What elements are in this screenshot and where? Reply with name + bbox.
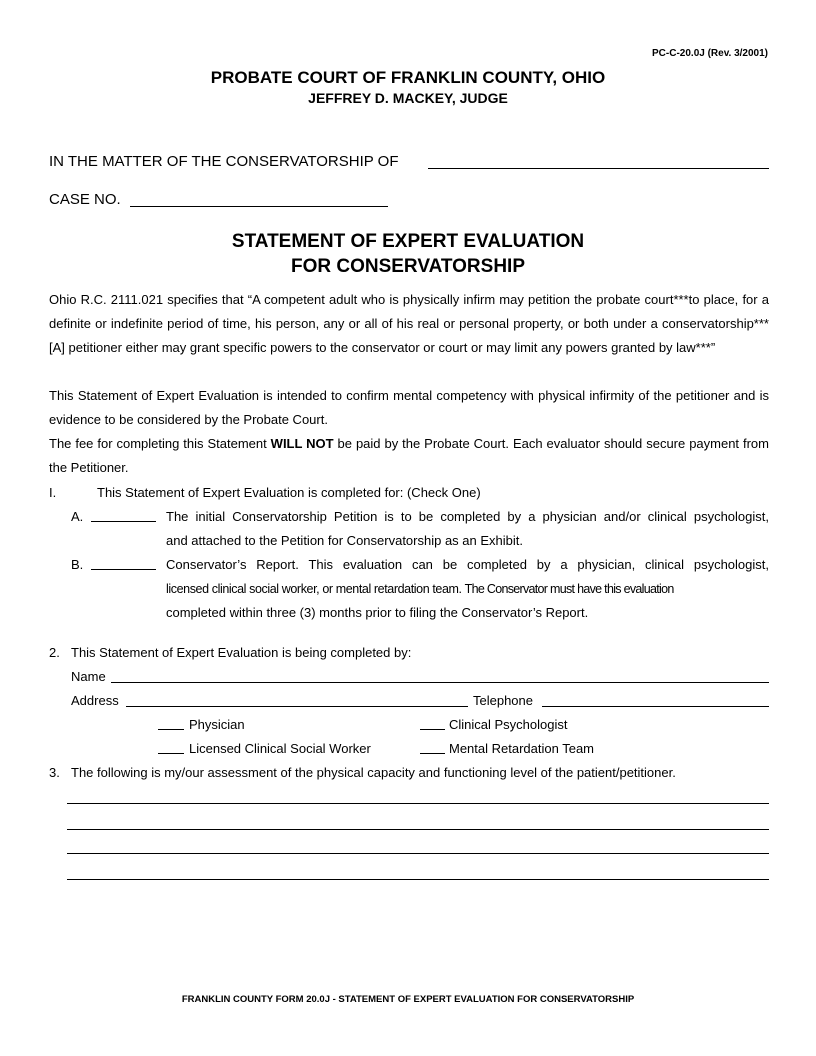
fee-text-before: The fee for completing this Statement [49,436,271,451]
assessment-line[interactable] [67,803,769,804]
mr-team-label: Mental Retardation Team [449,741,595,756]
address-field[interactable] [126,706,468,707]
matter-label: IN THE MATTER OF THE CONSERVATORSHIP OF [49,153,399,170]
assessment-line[interactable] [67,853,769,854]
section3-number: 3. [49,765,60,780]
option-a-text-cont: and attached to the Petition for Conservatorship as an Exhibit. [166,533,523,548]
clinical-psychologist-checkline[interactable] [420,717,445,730]
court-name: PROBATE COURT OF FRANKLIN COUNTY, OHIO [210,68,606,87]
form-subtitle: FOR CONSERVATORSHIP [290,256,525,277]
option-b-text-end: completed within three (3) months prior to filing the Conservator’s Report. [166,605,589,620]
physician-label: Physician [189,717,245,732]
address-label: Address [71,693,119,708]
case-label: CASE NO. [49,191,121,208]
section1-heading: This Statement of Expert Evaluation is completed for: (Check One) [97,485,481,500]
option-a-text: The initial Conservatorship Petition is to be completed by a physician and/or clinical psychologist, [166,509,769,524]
assessment-line[interactable] [67,829,769,830]
option-a-checkline[interactable] [91,509,156,522]
case-number-field[interactable] [130,206,388,207]
section3-text: The following is my/our assessment of the physical capacity and functioning level of the patient/petitioner. [71,765,676,780]
physician-checkline[interactable] [158,717,184,730]
telephone-field[interactable] [542,706,769,707]
option-b-letter: B. [71,557,84,572]
clinical-psychologist-label: Clinical Psychologist [449,717,568,732]
fee-paragraph [49,432,769,480]
section2-heading: This Statement of Expert Evaluation is being completed by: [71,645,412,660]
social-worker-label: Licensed Clinical Social Worker [189,741,371,756]
fee-text-after: be paid by the Probate Court. Each evaluator should secure payment from the Petitioner. [49,436,769,475]
name-field[interactable] [111,682,769,683]
page-footer: FRANKLIN COUNTY FORM 20.0J - STATEMENT OF EXPERT EVALUATION FOR CONSERVATORSHIP [181,994,635,1005]
form-number: PC-C-20.0J (Rev. 3/2001) [652,48,768,59]
form-title: STATEMENT OF EXPERT EVALUATION [231,231,585,252]
option-b-checkline[interactable] [91,557,156,570]
option-b-text-cont-b: The Conservator must have this evaluation [464,582,674,596]
social-worker-checkline[interactable] [158,741,184,754]
purpose-paragraph: This Statement of Expert Evaluation is intended to confirm mental competency with physical infirmity of the petitioner and is evidence to be considered by the Probate Court. [49,388,769,427]
statute-paragraph: Ohio R.C. 2111.021 specifies that “A competent adult who is physically infirm may petition the probate court***to place, for a definite or indefinite period of time, his person, any or all of his real or personal property, or both under a conservatorship***[A] petitioner either may grant specific powers to the conservator or court or may limit any powers granted by law***” [49,292,769,355]
assessment-line[interactable] [67,879,769,880]
option-b-text-cont-a: licensed clinical social worker, or mental retardation team. [166,582,465,596]
judge-name: JEFFREY D. MACKEY, JUDGE [308,90,508,106]
mr-team-checkline[interactable] [420,741,445,754]
section2-number: 2. [49,645,60,660]
option-a-letter: A. [71,509,84,524]
name-label: Name [71,669,106,684]
option-b-text: Conservator’s Report. This evaluation can be completed by a physician, clinical psychologist, [166,557,769,572]
matter-field[interactable] [428,168,769,169]
option-b-text-cont [166,577,674,601]
section1-number: I. [49,485,57,500]
fee-emphasis: WILL NOT [270,436,334,451]
telephone-label: Telephone [473,693,533,708]
